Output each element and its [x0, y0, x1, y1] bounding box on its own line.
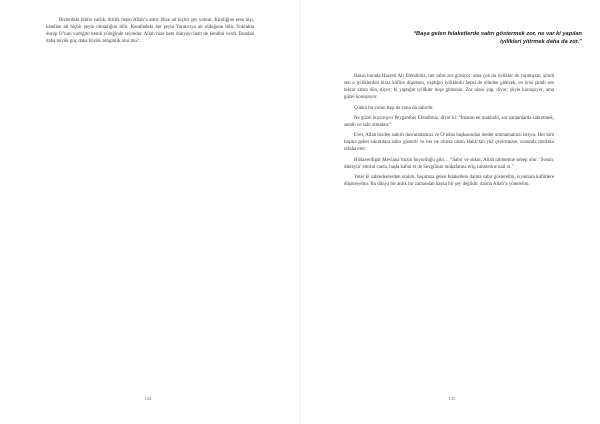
right-paragraph-1: Bakın burada Hazreti Ali Efendimiz, her sabrı zor görüyor; ama çok da iyilikler de yapmışsın, şimdi sen o iyiliklerden biraz küfüre düşersen, yaptığın iyiliklerin hepsi de elinden gidecek, en iyisi şimdi sen tekrar sabra dön, diyor; ki yaptığın iyilikler boşa gitmesin. Zor olanı yap, diyor; şöyle konuşuyor, ama güzel konuşuyor.	[344, 74, 554, 101]
right-page-number: 125	[448, 396, 456, 401]
right-paragraph-4: Evet, Allah bizden sabırlı davranmamızı ve O’ndan başkasından medet ummamamızı istiyor. Her kim başına gelen sıkıntılara sabır gösterir ve her ne olursa olsun Hakk’tan yüz çevirmezse, sonunda mutlaka refaha erer.	[344, 133, 554, 153]
right-paragraph-2: Çünkü bu yolun başı da sonu da sabırdır.	[354, 105, 434, 111]
right-paragraph-5: Hüdaverdigâr Mevlana’mızın buyurduğu gibi… “Sabır ve sükut, Allah rahmetine sebep olur. ‘Susun, dinleyin’ emrini canla, başla kabul et de Sevgilinin mükafatına eriş, rahmetine nail ol.”	[344, 157, 554, 170]
right-page	[300, 0, 600, 424]
right-page-body	[344, 73, 554, 191]
left-paragraph-1: Bizlerdeki bütün varlık, dirilik hepsi Allah’a aittir. Bize ait hiçbir şey yoktur. Kimliğine eren kişi, kendine ait hiçbir şeyin olmadığını bilir. Kendindeki her şeyin Yaratıcıya ait olduğunu bilir. Yoklukta durup O’nun varlığını kendi yüreğinde seyreder. Allah bize hem dünyayı hem de kendini verdi. Bundan daha büyük güç daha büyük zenginlik olur mu?..	[46, 18, 254, 45]
left-page-number: 124	[144, 396, 152, 401]
left-page-body	[46, 17, 254, 45]
right-paragraph-3: Ne güzel buyuruyor Peygamber Efendimiz, diyor ki: “İmanın en makbulü, zor zamanlarda sabretmek, semih ve sahi olmaktır.”	[344, 115, 554, 128]
right-paragraph-6: Yeter ki sabredenlerden olalım, başımıza gelen felaketlere daima sabır gösterelim, isyanlara küfürlere düşmeyelim. Bu dünya bir anlık bir zamandan başka bir şey değildir, daima Allah’a yönelelim.	[344, 175, 554, 188]
pull-quote: “Başa gelen felaketlerde sabrı göstermek zor, ne var ki yapılan iyilikleri yitirmek daha da zor.”	[413, 31, 582, 45]
